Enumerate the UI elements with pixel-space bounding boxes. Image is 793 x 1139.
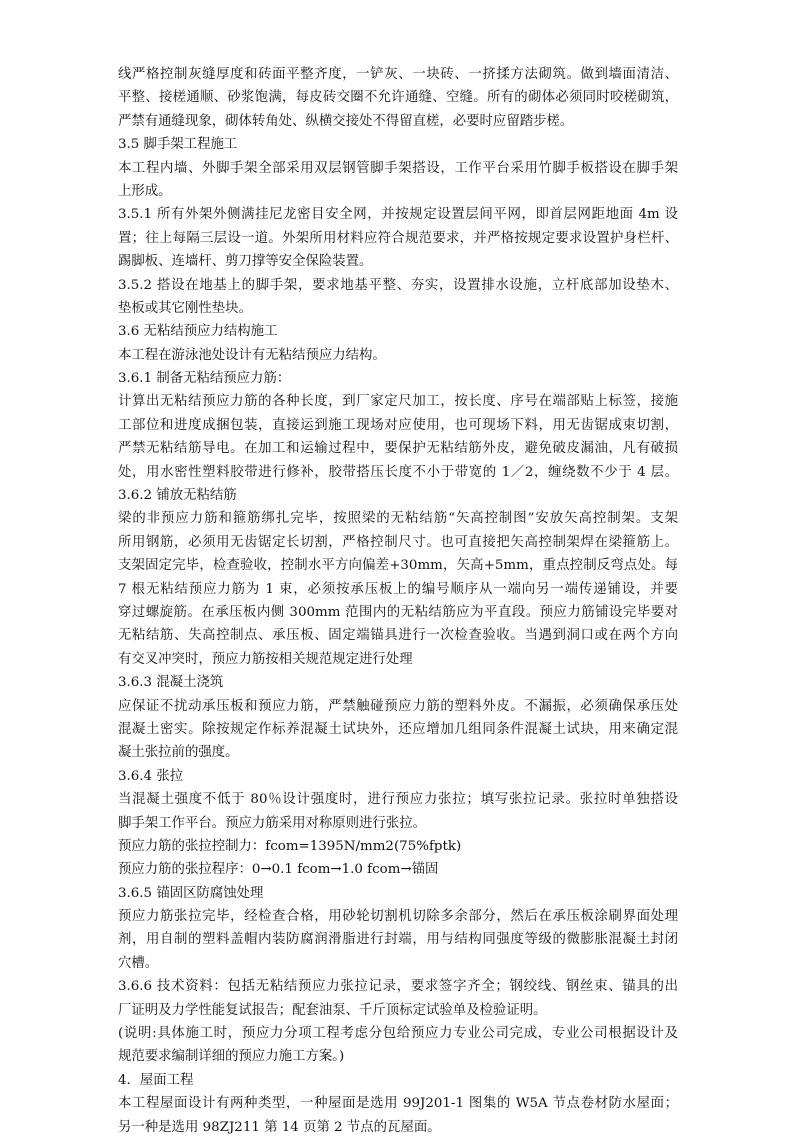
- text-line: 预应力筋张拉完毕，经检查合格，用砂轮切割机切除多余部分，然后在承压板涂刷界面处理: [118, 909, 678, 925]
- text-line: 规范要求编制详细的预应力施工方案。): [118, 1049, 345, 1065]
- text-line: 平整、接槎通顺、砂浆饱满，每皮砖交圈不允许通缝、空缝。所有的砌体必须同时咬槎砌筑，: [118, 90, 678, 106]
- text-line: 处，用水密性塑料胶带进行修补，胶带搭压长度不小于带宽的 1／2，缠绕数不少于 4 层。: [118, 464, 678, 480]
- text-line: 剂，用自制的塑料盖帽内装防腐润滑脂进行封端，用与结构同强度等级的微膨胀混凝土封闭: [118, 932, 678, 948]
- text-line: 应保证不扰动承压板和预应力筋，严禁触碰预应力筋的塑料外皮。不漏振，必须确保承压处: [118, 698, 678, 714]
- text-line: 严禁无粘结筋导电。在加工和运输过程中，要保护无粘结筋外皮，避免破皮漏油，凡有破损: [118, 441, 678, 457]
- text-line: 另一种是选用 98ZJ211 第 14 页第 2 节点的瓦屋面。: [118, 1119, 441, 1135]
- text-line: 本工程内墙、外脚手架全部采用双层钢管脚手架搭设，工作平台采用竹脚手板搭设在脚手架: [118, 160, 678, 176]
- text-line: 3.6.2 铺放无粘结筋: [118, 488, 237, 504]
- text-line: 预应力筋的张拉程序：0→0.1 fcom→1.0 fcom→锚固: [118, 862, 439, 878]
- text-line: 线严格控制灰缝厚度和砖面平整齐度，一铲灰、一块砖、一挤揉方法砌筑。做到墙面清洁、: [118, 67, 678, 82]
- text-line: 计算出无粘结预应力筋的各种长度，到厂家定尺加工，按长度、序号在端部贴上标签，接施: [118, 394, 678, 410]
- text-line: 置；往上每隔三层设一道。外架所用材料应符合规范要求，并严格按规定要求设置护身栏杆、: [118, 230, 678, 246]
- text-line: 当混凝土强度不低于 80％设计强度时，进行预应力张拉；填写张拉记录。张拉时单独搭设: [118, 792, 678, 808]
- text-line: 严禁有通缝现象，砌体转角处、纵横交接处不得留直槎，必要时应留踏步槎。: [118, 113, 574, 129]
- document-body: [118, 63, 678, 1139]
- text-line: 预应力筋的张拉控制力：fcom=1395N/mm2(75%fptk): [118, 838, 462, 854]
- text-line: 3.6.4 张拉: [118, 768, 184, 784]
- text-line: 垫板或其它刚性垫块。: [118, 300, 252, 316]
- text-line: (说明:具体施工时，预应力分项工程考虑分包给预应力专业公司完成，专业公司根据设计及: [118, 1026, 678, 1042]
- text-line: 梁的非预应力筋和箍筋绑扎完毕，按照梁的无粘结筋“矢高控制图”安放矢高控制架。支架: [118, 511, 678, 527]
- text-line: 3.5.1 所有外架外侧满挂尼龙密目安全网，并按规定设置层间平网，即首层网距地面 4m 设: [118, 207, 678, 223]
- text-line: 脚手架工作平台。预应力筋采用对称原则进行张拉。: [118, 815, 426, 831]
- text-line: 本工程屋面设计有两种类型，一种屋面是选用 99J201-1 图集的 W5A 节点卷材防水屋面；: [118, 1096, 678, 1112]
- text-line: 有交叉冲突时，预应力筋按相关规范规定进行处理: [118, 651, 413, 667]
- text-line: 凝土张拉前的强度。: [118, 745, 239, 761]
- text-line: 支架固定完毕，检查验收，控制水平方向偏差+30mm，矢高+5mm，重点控制反弯点处。每: [118, 558, 678, 574]
- text-line: 工部位和进度成捆包装，直接运到施工现场对应使用，也可现场下料，用无齿锯成束切割，: [118, 417, 678, 433]
- text-line: 本工程在游泳池处设计有无粘结预应力结构。: [118, 347, 386, 363]
- text-line: 7 根无粘结预应力筋为 1 束，必须按承压板上的编号顺序从一端向另一端传递铺设，并要: [118, 581, 678, 597]
- text-line: 穿过螺旋筋。在承压板内侧 300mm 范围内的无粘结筋应为平直段。预应力筋铺设完毕要对: [118, 604, 678, 620]
- text-line: 穴槽。: [118, 955, 159, 971]
- text-line: 无粘结筋、失高控制点、承压板、固定端锚具进行一次检查验收。当遇到洞口或在两个方向: [118, 628, 678, 644]
- text-line: 上形成。: [118, 183, 172, 199]
- text-line: 3.6.5 锚固区防腐蚀处理: [118, 885, 264, 901]
- text-line: 4．屋面工程: [118, 1072, 194, 1088]
- text-line: 所用钢筋，必须用无齿锯定长切割，严格控制尺寸。也可直接把矢高控制架焊在梁箍筋上。: [118, 534, 678, 550]
- text-line: 踢脚板、连墙杆、剪刀撑等安全保险装置。: [118, 254, 373, 270]
- text-line: 3.6.3 混凝土浇筑: [118, 675, 224, 691]
- text-line: 厂证明及力学性能复试报告；配套油泵、千斤顶标定试验单及检验证明。: [118, 1002, 547, 1018]
- text-line: 3.5 脚手架工程施工: [118, 137, 238, 153]
- text-line: 3.6.6 技术资料：包括无粘结预应力张拉记录，要求签字齐全；钢绞线、钢丝束、锚具的出: [118, 979, 678, 995]
- text-line: 混凝土密实。除按规定作标养混凝土试块外，还应增加几组同条件混凝土试块，用来确定混: [118, 721, 678, 737]
- text-line: 3.6 无粘结预应力结构施工: [118, 324, 278, 340]
- text-line: 3.6.1 制备无粘结预应力筋：: [118, 371, 291, 387]
- text-line: 3.5.2 搭设在地基上的脚手架，要求地基平整、夯实，设置排水设施，立杆底部加设垫木、: [118, 277, 678, 293]
